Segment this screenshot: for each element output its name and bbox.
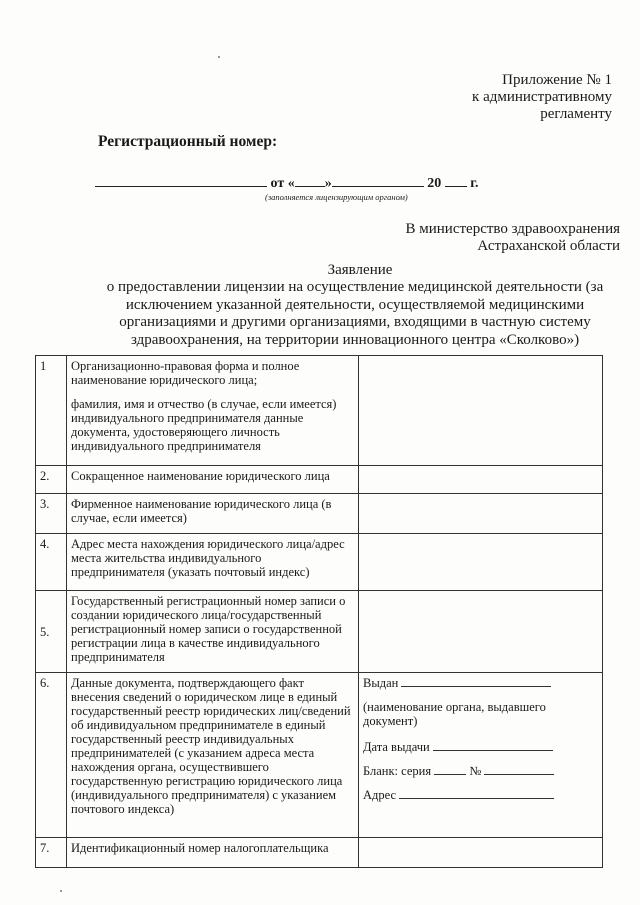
row-6-details: [359, 673, 603, 838]
row-value-field[interactable]: [359, 466, 603, 494]
scan-speck: [218, 56, 220, 58]
table-row: [36, 838, 603, 868]
number-sign: №: [469, 764, 482, 778]
row-number: 6.: [36, 673, 67, 838]
row-value-field[interactable]: [359, 494, 603, 534]
year-blank[interactable]: [445, 174, 467, 187]
registration-number-blank[interactable]: [95, 174, 267, 187]
row-label: [67, 356, 359, 466]
row-number: 5.: [36, 591, 67, 673]
row-number: 7.: [36, 838, 67, 868]
table-row: [36, 356, 603, 466]
row-number: 4.: [36, 534, 67, 591]
row-label: Данные документа, подтверждающего факт внесения сведений о юридическом лице в единый государственный реестр юридических лиц/сведений об индивидуальном предпринимателе в единый государственный реестр индивидуальных предпринимателей (с указанием адреса места нахождения органа, осуществившего государственную регистрацию юридического лица (индивидуального предпринимателя) с указанием почтового индекса): [67, 673, 359, 838]
form-series-label: Бланк: серия: [363, 764, 432, 778]
form-series-field[interactable]: [363, 764, 598, 778]
addressee: [380, 221, 620, 255]
address-field[interactable]: [363, 788, 598, 802]
year-suffix: г.: [470, 176, 479, 191]
date-line: [95, 174, 478, 192]
table-row: [36, 466, 603, 494]
appendix-line: к административному: [472, 89, 612, 105]
row-number: 3.: [36, 494, 67, 534]
row-label: Государственный регистрационный номер записи о создании юридического лица/государственный регистрационный номер записи о государственной регистрации лица в качестве индивидуального предпринимателя: [67, 591, 359, 673]
appendix-line: Приложение № 1: [502, 72, 612, 88]
row-number: 2.: [36, 466, 67, 494]
appendix-line: регламенту: [540, 106, 612, 122]
addressee-line: В министерство здравоохранения: [405, 221, 620, 237]
month-blank[interactable]: [332, 174, 424, 187]
date-close-quote: »: [324, 176, 332, 191]
registration-number-label: Регистрационный номер:: [98, 133, 278, 150]
issued-note: (наименование органа, выдавшего документ): [363, 700, 546, 728]
table-row: [36, 494, 603, 534]
issued-field[interactable]: [363, 676, 598, 690]
row-value-field[interactable]: [359, 534, 603, 591]
row-label: Сокращенное наименование юридического лица: [67, 466, 359, 494]
issue-date-label: Дата выдачи: [363, 740, 430, 754]
title-text: Заявление: [327, 262, 393, 278]
row-label: Адрес места нахождения юридического лица/адрес места жительства индивидуального предпринимателя (указать почтовый индекс): [67, 534, 359, 591]
row-label-text: Организационно-правовая форма и полное наименование юридического лица;: [71, 359, 300, 387]
date-note: (заполняется лицензирующим органом): [265, 192, 408, 202]
document-subtitle: о предоставлении лицензии на осуществление медицинской деятельности (за исключением указанной деятельности, осуществляемой медицинскими организациями и другими организациями, входящими в частную систему здравоохранения, на территории инновационного центра «Сколково»): [106, 279, 604, 348]
issue-date-field[interactable]: [363, 740, 598, 754]
row-value-field[interactable]: [359, 591, 603, 673]
row-value-field[interactable]: [359, 356, 603, 466]
year-prefix: 20: [427, 176, 442, 191]
addressee-line: Астраханской области: [477, 238, 620, 254]
issued-label: Выдан: [363, 676, 399, 690]
row-label-subtext: фамилия, имя и отчество (в случае, если имеется) индивидуального предпринимателя данные документа, удостоверяющего личность индивидуального предпринимателя: [71, 397, 337, 453]
document-title: [90, 262, 630, 279]
address-label: Адрес: [363, 788, 397, 802]
row-value-field[interactable]: [359, 838, 603, 868]
day-blank[interactable]: [295, 174, 325, 187]
date-from-label: от «: [270, 176, 295, 191]
row-label: Идентификационный номер налогоплательщика: [67, 838, 359, 868]
row-label: Фирменное наименование юридического лица (в случае, если имеется): [67, 494, 359, 534]
table-row: [36, 591, 603, 673]
application-form-table: [35, 355, 603, 868]
scan-speck: [60, 890, 62, 892]
table-row: [36, 534, 603, 591]
row-number: 1: [36, 356, 67, 466]
appendix-reference: [472, 72, 612, 123]
table-row: [36, 673, 603, 838]
